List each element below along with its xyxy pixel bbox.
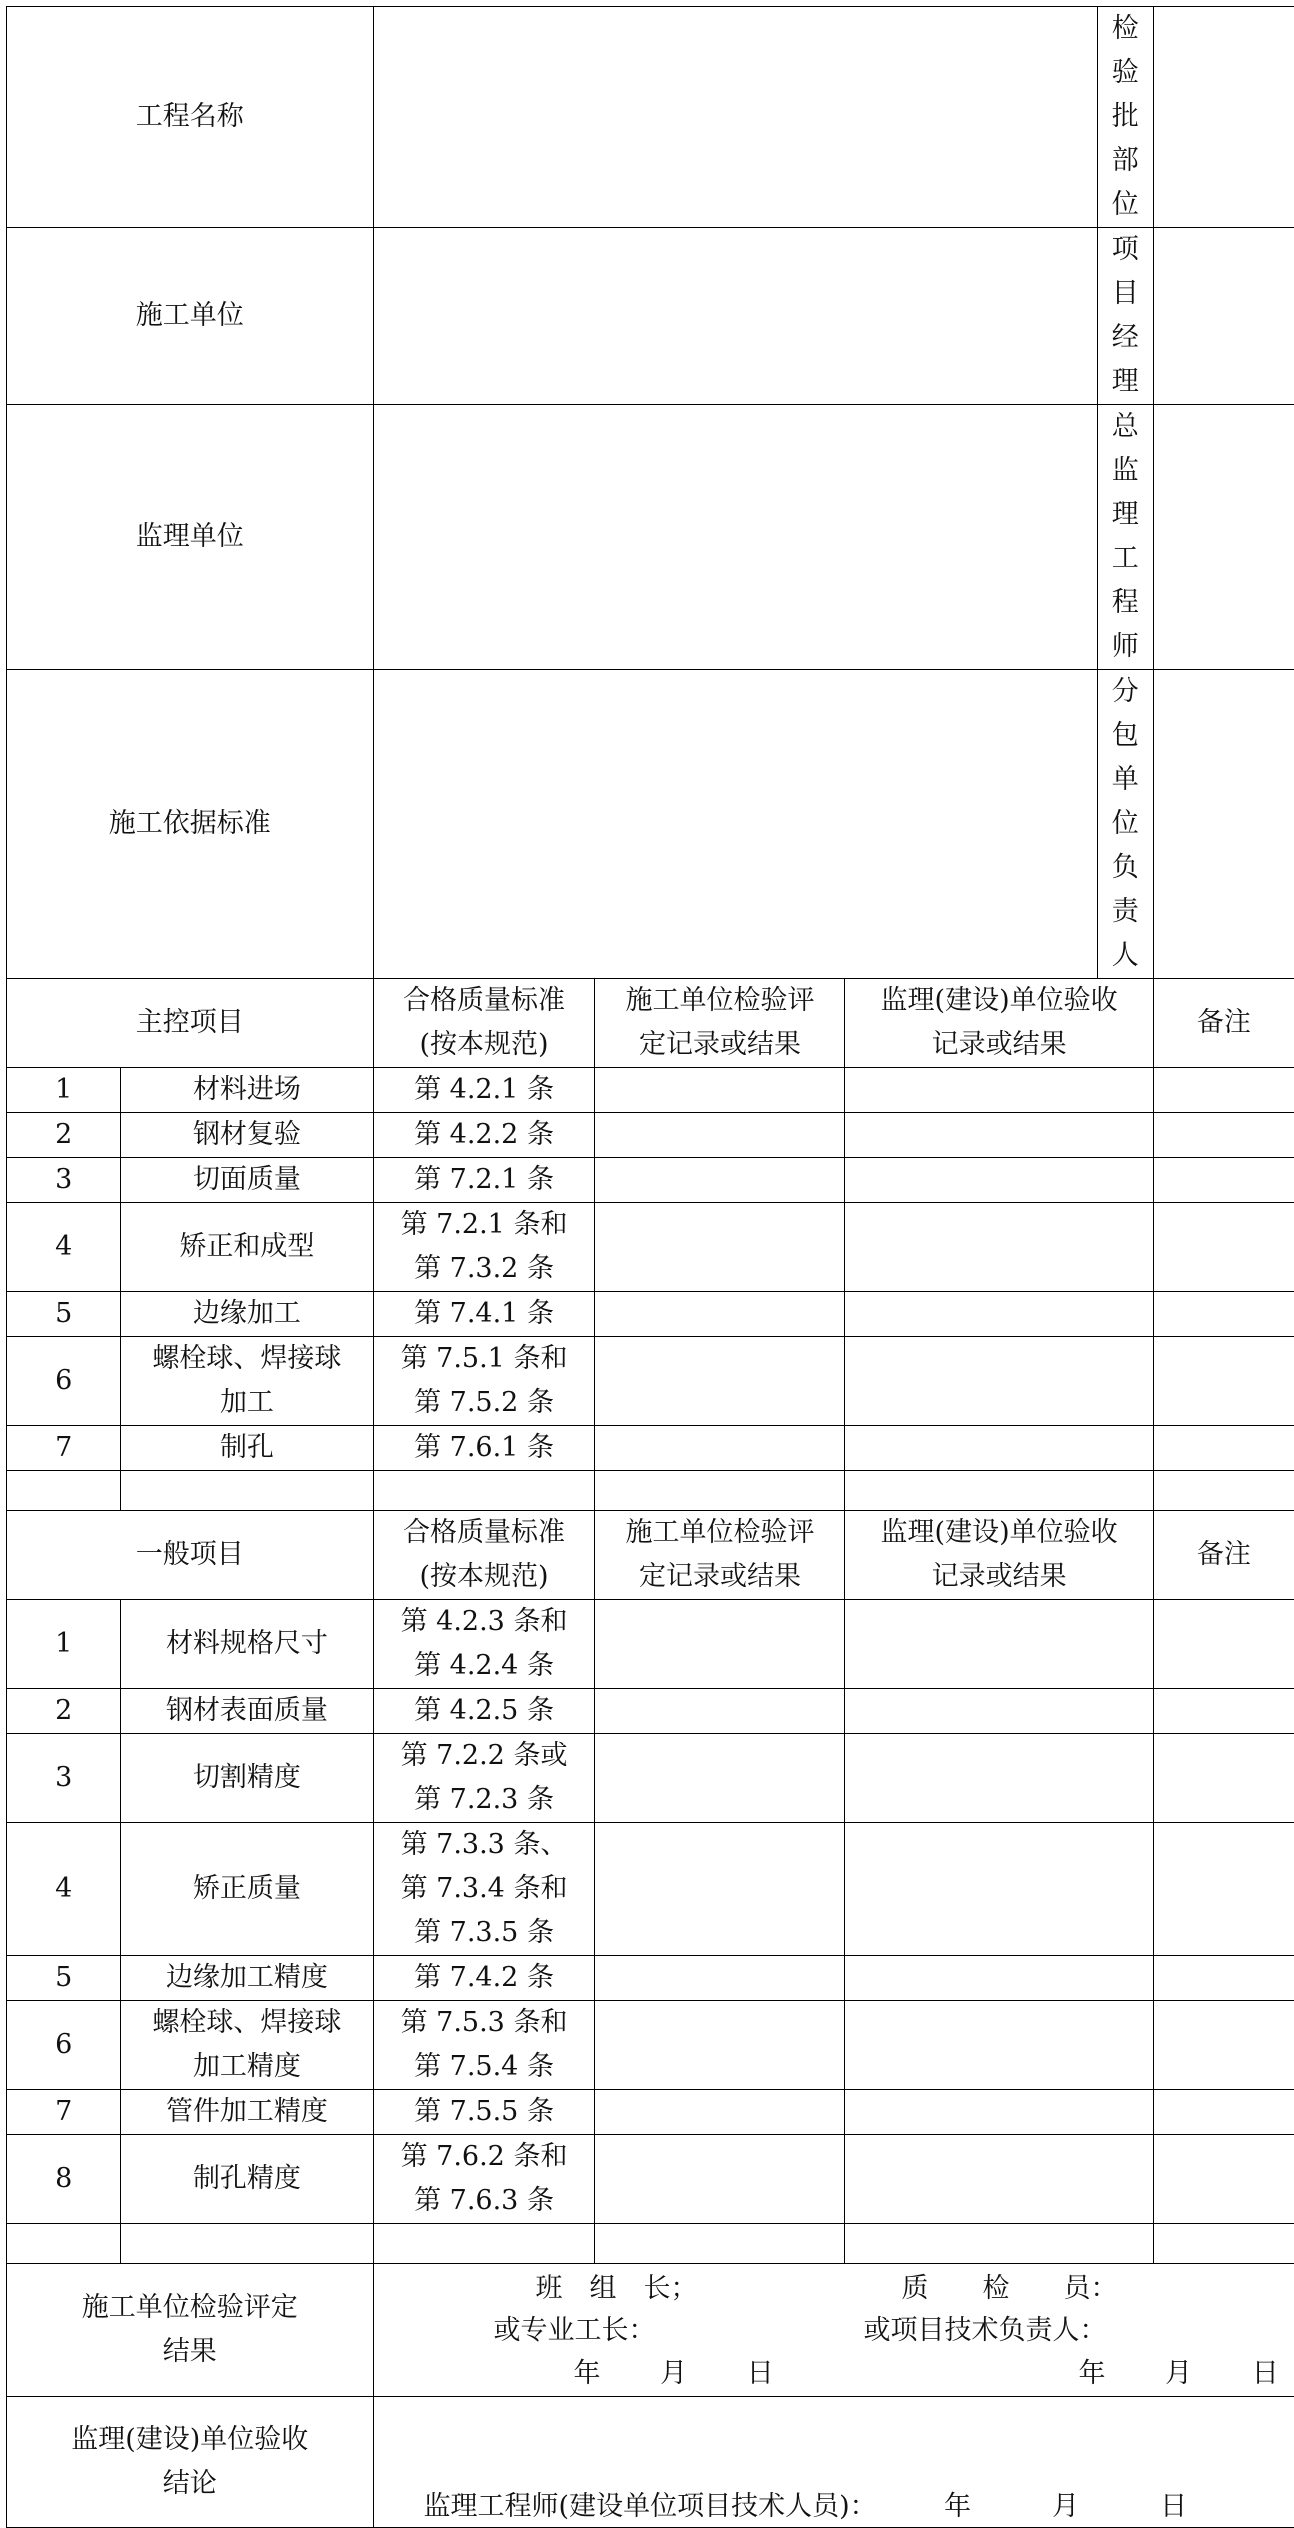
row-item: 材料规格尺寸 bbox=[121, 1600, 373, 1689]
row-remarks[interactable] bbox=[1153, 1068, 1294, 1113]
row-clause: 第 7.2.1 条 bbox=[373, 1158, 595, 1203]
table-row bbox=[7, 1734, 1294, 1823]
row-contractor-record[interactable] bbox=[595, 1426, 845, 1471]
row-item: 矫正和成型 bbox=[121, 1203, 373, 1292]
row-clause: 第 4.2.1 条 bbox=[373, 1068, 595, 1113]
table-row bbox=[7, 2001, 1294, 2090]
row-remarks[interactable] bbox=[1153, 2135, 1294, 2224]
batch-location-field[interactable] bbox=[1153, 7, 1294, 228]
blank-cell[interactable] bbox=[1153, 2224, 1294, 2264]
row-contractor-record[interactable] bbox=[595, 1068, 845, 1113]
row-item: 边缘加工精度 bbox=[121, 1956, 373, 2001]
row-remarks[interactable] bbox=[1153, 1292, 1294, 1337]
row-clause: 第 4.2.3 条和 第 4.2.4 条 bbox=[373, 1600, 595, 1689]
row-contractor-record[interactable] bbox=[595, 1689, 845, 1734]
header-row-contractor bbox=[7, 228, 1294, 405]
team-leader-block bbox=[494, 2268, 698, 2352]
row-item: 制孔精度 bbox=[121, 2135, 373, 2224]
row-remarks[interactable] bbox=[1153, 2001, 1294, 2090]
table-row bbox=[7, 2135, 1294, 2224]
foreman-label: 或专业工长： bbox=[494, 2310, 698, 2352]
row-item: 边缘加工 bbox=[121, 1292, 373, 1337]
row-clause: 第 7.5.5 条 bbox=[373, 2090, 595, 2135]
table-row bbox=[7, 1068, 1294, 1113]
blank-cell[interactable] bbox=[595, 1471, 845, 1511]
row-item: 钢材复验 bbox=[121, 1113, 373, 1158]
row-supervisor-record[interactable] bbox=[845, 1689, 1153, 1734]
row-supervisor-record[interactable] bbox=[845, 1203, 1153, 1292]
row-contractor-record[interactable] bbox=[595, 2090, 845, 2135]
row-contractor-record[interactable] bbox=[595, 1203, 845, 1292]
row-remarks[interactable] bbox=[1153, 1113, 1294, 1158]
row-clause: 第 4.2.2 条 bbox=[373, 1113, 595, 1158]
row-clause: 第 7.6.1 条 bbox=[373, 1426, 595, 1471]
blank-cell[interactable] bbox=[121, 1471, 373, 1511]
contractor-label: 施工单位 bbox=[7, 228, 374, 405]
inspector-label: 质 检 员： bbox=[864, 2268, 1118, 2310]
blank-row bbox=[7, 1471, 1294, 1511]
table-row bbox=[7, 1426, 1294, 1471]
table-row bbox=[7, 1158, 1294, 1203]
contractor-date-right: 年 月 日 bbox=[1079, 2352, 1279, 2396]
standard-field[interactable] bbox=[373, 670, 1097, 979]
row-remarks[interactable] bbox=[1153, 1823, 1294, 1956]
table-row bbox=[7, 1203, 1294, 1292]
table-row bbox=[7, 1600, 1294, 1689]
contractor-eval-signature-block bbox=[374, 2264, 1294, 2396]
row-number: 7 bbox=[7, 2090, 121, 2135]
project-manager-field[interactable] bbox=[1153, 228, 1294, 405]
contractor-eval-signature-area[interactable] bbox=[373, 2264, 1294, 2397]
blank-cell[interactable] bbox=[373, 2224, 595, 2264]
header-row-project bbox=[7, 7, 1294, 228]
blank-row bbox=[7, 2224, 1294, 2264]
row-item: 切割精度 bbox=[121, 1734, 373, 1823]
header-row-supervisor bbox=[7, 405, 1294, 670]
row-clause: 第 7.5.1 条和 第 7.5.2 条 bbox=[373, 1337, 595, 1426]
row-number: 6 bbox=[7, 2001, 121, 2090]
table-row bbox=[7, 1292, 1294, 1337]
row-number: 3 bbox=[7, 1734, 121, 1823]
row-clause: 第 7.6.2 条和 第 7.6.3 条 bbox=[373, 2135, 595, 2224]
table-row bbox=[7, 1823, 1294, 1956]
blank-cell[interactable] bbox=[845, 2224, 1153, 2264]
column-contractor-record-header: 施工单位检验评 定记录或结果 bbox=[595, 979, 845, 1068]
row-supervisor-record[interactable] bbox=[845, 1292, 1153, 1337]
row-supervisor-record[interactable] bbox=[845, 1068, 1153, 1113]
header-row-standard bbox=[7, 670, 1294, 979]
row-supervisor-record[interactable] bbox=[845, 2001, 1153, 2090]
contractor-field[interactable] bbox=[373, 228, 1097, 405]
row-remarks[interactable] bbox=[1153, 1203, 1294, 1292]
supervisor-signature-line: 监理工程师(建设单位项目技术人员)： 年 月 日 bbox=[424, 2487, 1188, 2527]
row-item: 螺栓球、焊接球 加工 bbox=[121, 1337, 373, 1426]
row-contractor-record[interactable] bbox=[595, 1956, 845, 2001]
project-name-label: 工程名称 bbox=[7, 7, 374, 228]
row-number: 4 bbox=[7, 1823, 121, 1956]
row-supervisor-record[interactable] bbox=[845, 1956, 1153, 2001]
batch-location-label: 检验批部位 bbox=[1097, 7, 1153, 228]
row-number: 3 bbox=[7, 1158, 121, 1203]
inspector-block bbox=[864, 2268, 1118, 2352]
column-standard-header: 合格质量标准 (按本规范) bbox=[373, 979, 595, 1068]
row-supervisor-record[interactable] bbox=[845, 1823, 1153, 1956]
table-row bbox=[7, 2090, 1294, 2135]
general-items-title: 一般项目 bbox=[7, 1511, 374, 1600]
blank-cell[interactable] bbox=[7, 1471, 121, 1511]
column-supervisor-record-header: 监理(建设)单位验收 记录或结果 bbox=[845, 979, 1153, 1068]
column-remarks-header: 备注 bbox=[1153, 1511, 1294, 1600]
row-item: 管件加工精度 bbox=[121, 2090, 373, 2135]
row-contractor-record[interactable] bbox=[595, 1823, 845, 1956]
supervisor-field[interactable] bbox=[373, 405, 1097, 670]
column-contractor-record-header: 施工单位检验评 定记录或结果 bbox=[595, 1511, 845, 1600]
row-item: 制孔 bbox=[121, 1426, 373, 1471]
row-number: 5 bbox=[7, 1956, 121, 2001]
row-number: 2 bbox=[7, 1689, 121, 1734]
row-clause: 第 7.3.3 条、 第 7.3.4 条和 第 7.3.5 条 bbox=[373, 1823, 595, 1956]
row-item: 切面质量 bbox=[121, 1158, 373, 1203]
row-supervisor-record[interactable] bbox=[845, 1600, 1153, 1689]
inspection-form-sheet bbox=[6, 6, 1294, 2528]
blank-cell[interactable] bbox=[373, 1471, 595, 1511]
chief-supervisor-field[interactable] bbox=[1153, 405, 1294, 670]
row-supervisor-record[interactable] bbox=[845, 1426, 1153, 1471]
row-supervisor-record[interactable] bbox=[845, 1113, 1153, 1158]
row-item: 矫正质量 bbox=[121, 1823, 373, 1956]
row-contractor-record[interactable] bbox=[595, 1158, 845, 1203]
standard-label: 施工依据标准 bbox=[7, 670, 374, 979]
subcontractor-head-label: 分包单位负责人 bbox=[1097, 670, 1153, 979]
row-remarks[interactable] bbox=[1153, 1956, 1294, 2001]
row-remarks[interactable] bbox=[1153, 1426, 1294, 1471]
tech-lead-label: 或项目技术负责人： bbox=[864, 2310, 1118, 2352]
team-leader-label: 班 组 长； bbox=[494, 2268, 698, 2310]
row-remarks[interactable] bbox=[1153, 1689, 1294, 1734]
supervisor-label: 监理单位 bbox=[7, 405, 374, 670]
subcontractor-head-field[interactable] bbox=[1153, 670, 1294, 979]
row-clause: 第 4.2.5 条 bbox=[373, 1689, 595, 1734]
row-contractor-record[interactable] bbox=[595, 1292, 845, 1337]
row-contractor-record[interactable] bbox=[595, 1113, 845, 1158]
row-number: 6 bbox=[7, 1337, 121, 1426]
row-clause: 第 7.5.3 条和 第 7.5.4 条 bbox=[373, 2001, 595, 2090]
row-contractor-record[interactable] bbox=[595, 1337, 845, 1426]
blank-cell[interactable] bbox=[845, 1471, 1153, 1511]
row-clause: 第 7.4.2 条 bbox=[373, 1956, 595, 2001]
general-items-header-row bbox=[7, 1511, 1294, 1600]
supervisor-conclusion-label: 监理(建设)单位验收 结论 bbox=[7, 2397, 374, 2528]
main-items-title: 主控项目 bbox=[7, 979, 374, 1068]
row-contractor-record[interactable] bbox=[595, 2135, 845, 2224]
blank-cell[interactable] bbox=[121, 2224, 373, 2264]
row-number: 5 bbox=[7, 1292, 121, 1337]
row-supervisor-record[interactable] bbox=[845, 1337, 1153, 1426]
column-remarks-header: 备注 bbox=[1153, 979, 1294, 1068]
row-remarks[interactable] bbox=[1153, 1600, 1294, 1689]
contractor-eval-row bbox=[7, 2264, 1294, 2397]
row-supervisor-record[interactable] bbox=[845, 1734, 1153, 1823]
row-remarks[interactable] bbox=[1153, 1158, 1294, 1203]
row-contractor-record[interactable] bbox=[595, 1600, 845, 1689]
contractor-eval-label: 施工单位检验评定 结果 bbox=[7, 2264, 374, 2397]
chief-supervisor-label: 总监理工程师 bbox=[1097, 405, 1153, 670]
row-clause: 第 7.2.2 条或 第 7.2.3 条 bbox=[373, 1734, 595, 1823]
row-item: 钢材表面质量 bbox=[121, 1689, 373, 1734]
row-item: 材料进场 bbox=[121, 1068, 373, 1113]
row-number: 1 bbox=[7, 1600, 121, 1689]
supervisor-conclusion-row bbox=[7, 2397, 1294, 2528]
row-remarks[interactable] bbox=[1153, 2090, 1294, 2135]
row-supervisor-record[interactable] bbox=[845, 2135, 1153, 2224]
supervisor-conclusion-block bbox=[374, 2397, 1294, 2527]
row-number: 4 bbox=[7, 1203, 121, 1292]
row-contractor-record[interactable] bbox=[595, 2001, 845, 2090]
row-contractor-record[interactable] bbox=[595, 1734, 845, 1823]
blank-cell[interactable] bbox=[7, 2224, 121, 2264]
project-manager-label: 项目经理 bbox=[1097, 228, 1153, 405]
row-supervisor-record[interactable] bbox=[845, 2090, 1153, 2135]
blank-cell[interactable] bbox=[595, 2224, 845, 2264]
row-number: 7 bbox=[7, 1426, 121, 1471]
row-number: 1 bbox=[7, 1068, 121, 1113]
inspection-form-table bbox=[6, 6, 1294, 2528]
column-supervisor-record-header: 监理(建设)单位验收 记录或结果 bbox=[845, 1511, 1153, 1600]
supervisor-conclusion-area[interactable] bbox=[373, 2397, 1294, 2528]
row-clause: 第 7.4.1 条 bbox=[373, 1292, 595, 1337]
row-number: 8 bbox=[7, 2135, 121, 2224]
column-standard-header: 合格质量标准 (按本规范) bbox=[373, 1511, 595, 1600]
contractor-date-left: 年 月 日 bbox=[574, 2352, 774, 2396]
project-name-field[interactable] bbox=[373, 7, 1097, 228]
row-supervisor-record[interactable] bbox=[845, 1158, 1153, 1203]
table-row bbox=[7, 1113, 1294, 1158]
blank-cell[interactable] bbox=[1153, 1471, 1294, 1511]
row-number: 2 bbox=[7, 1113, 121, 1158]
row-remarks[interactable] bbox=[1153, 1337, 1294, 1426]
table-row bbox=[7, 1337, 1294, 1426]
row-remarks[interactable] bbox=[1153, 1734, 1294, 1823]
row-clause: 第 7.2.1 条和 第 7.3.2 条 bbox=[373, 1203, 595, 1292]
main-items-header-row bbox=[7, 979, 1294, 1068]
table-row bbox=[7, 1956, 1294, 2001]
table-row bbox=[7, 1689, 1294, 1734]
row-item: 螺栓球、焊接球 加工精度 bbox=[121, 2001, 373, 2090]
